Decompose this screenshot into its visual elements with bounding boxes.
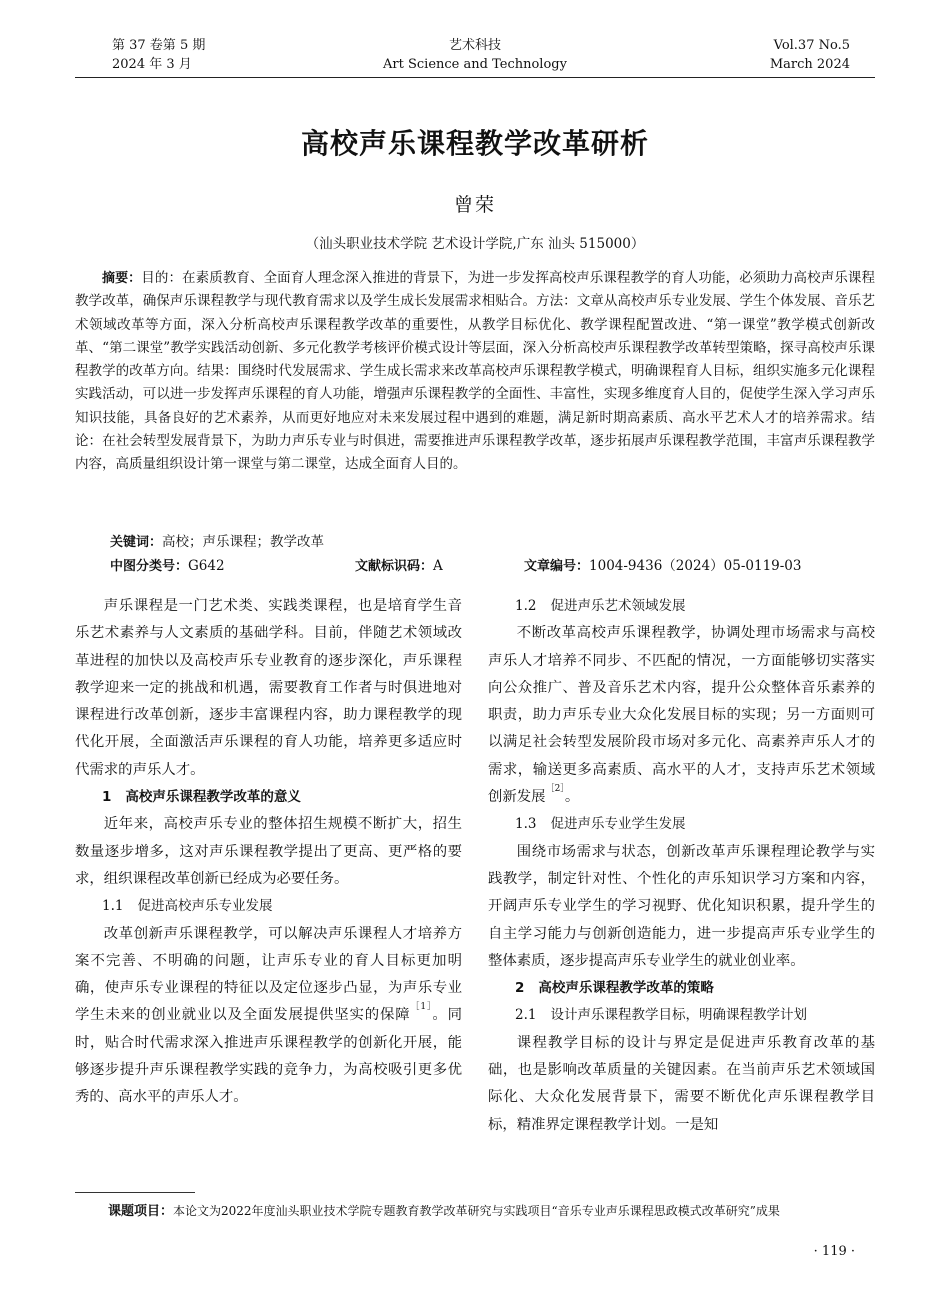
- journal-volume-en: Vol.37 No.5: [773, 38, 850, 53]
- footnote-label: 课题项目：: [108, 1204, 174, 1219]
- section-1-1-heading: 1.1 促进高校声乐专业发展: [102, 898, 273, 915]
- clc-value: G642: [188, 558, 225, 574]
- header-rule: [75, 77, 875, 78]
- left-column: [75, 593, 462, 1112]
- abstract-text: 目的：在素质教育、全面育人理念深入推进的背景下，为进一步发挥高校声乐课程教学的育人功能，必须助力高校声乐课程教学改革，确保声乐课程教学与现代教育需求以及学生成长发展需求相贴合。方法：文章从高校声乐专业发展、学生个体发展、音乐艺术领域改革等方面，深入分析高校声乐课程教学改革的重要性，从教学目标优化、教学课程配置改进、“第一课堂”教学模式创新改革、“第二课堂”教学实践活动创新、多元化教学考核评价模式设计等层面，深入分析高校声乐课程教学改革转型策略，探寻高校声乐课程教学的改革方向。结果：围绕时代发展需求、学生成长需求来改革高校声乐课程教学模式，明确课程育人目标，组织实施多元化课程实践活动，可以进一步发挥声乐课程的育人功能，增强声乐课程教学的全面性、丰富性，实现多维度育人目的，促使学生深入学习声乐知识技能，具备良好的艺术素养，从而更好地应对未来发展过程中遇到的难题，满足新时期高素质、高水平艺术人才的培养需求。结论：在社会转型发展背景下，为助力声乐专业与时俱进，需要推进声乐课程教学改革，逐步拓展声乐课程教学范围，丰富声乐课程教学内容，高质量组织设计第一课堂与第二课堂，达成全面育人目的。: [75, 270, 875, 473]
- doc-code-label: 文献标识码：: [355, 559, 434, 574]
- section-2-heading: 2 高校声乐课程教学改革的策略: [515, 980, 714, 997]
- section-1-heading: 1 高校声乐课程教学改革的意义: [102, 789, 301, 806]
- keywords-text: 高校；声乐课程；教学改革: [162, 534, 325, 550]
- citation-2[interactable]: ［2］: [545, 784, 565, 795]
- section-2-1-paragraph: 课程教学目标的设计与界定是促进声乐教育改革的基础，也是影响改革质量的关键因素。在当前声乐艺术领域国际化、大众化发展背景下，需要不断优化声乐课程教学目标，精准界定课程教学计划。一是知: [488, 1034, 875, 1133]
- article-no-label: 文章编号：: [524, 559, 590, 574]
- section-1-2-heading: 1.2 促进声乐艺术领域发展: [515, 598, 686, 614]
- abstract: [75, 267, 875, 477]
- paper-title: 高校声乐课程教学改革研析: [300, 127, 649, 160]
- doc-code-value: A: [433, 558, 443, 574]
- clc-label: 中图分类号：: [110, 559, 189, 574]
- page-number: · 119 ·: [813, 1244, 855, 1259]
- keywords-label: 关键词：: [110, 535, 163, 550]
- right-column: [488, 593, 875, 1139]
- section-1-3-paragraph: 围绕市场需求与状态，创新改革声乐课程理论教学与实践教学，制定针对性、个性化的声乐知识学习方案和内容，开阔声乐专业学生的学习视野、优化知识积累，提升学生的自主学习能力与创新创造能力，进一步提高声乐专业学生的整体素质，逐步提高声乐专业学生的就业创业率。: [488, 843, 875, 969]
- article-no-value: 1004-9436（2024）05-0119-03: [589, 558, 802, 574]
- journal-date: 2024 年 3 月: [112, 57, 192, 72]
- footnote-text: 本论文为2022年度汕头职业技术学院专题教育教学改革研究与实践项目“音乐专业声乐课程思政模式改革研究”成果: [173, 1204, 780, 1218]
- abstract-label: 摘要：: [102, 271, 142, 286]
- journal-volume: 第 37 卷第 5 期: [112, 38, 206, 53]
- section-2-1-heading: 2.1 设计声乐课程教学目标，明确课程教学计划: [515, 1007, 807, 1024]
- journal-issue-en: [770, 36, 850, 74]
- journal-date-en: March 2024: [769, 57, 850, 72]
- section-1-paragraph: 近年来，高校声乐专业的整体招生规模不断扩大，招生数量逐步增多，这对声乐课程教学提出了更高、更严格的要求，组织课程改革创新已经成为必要任务。: [75, 816, 462, 887]
- footnote-rule: [75, 1192, 195, 1193]
- author-affiliation: （汕头职业技术学院 艺术设计学院,广东 汕头 515000）: [305, 236, 645, 252]
- section-1-3-heading: 1.3 促进声乐专业学生发展: [515, 816, 686, 833]
- citation-1[interactable]: ［1］: [410, 1002, 433, 1013]
- intro-paragraph: 声乐课程是一门艺术类、实践类课程，也是培育学生音乐艺术素养与人文素质的基础学科。目前，伴随艺术领域改革进程的加快以及高校声乐专业教育的逐步深化，声乐课程教学迎来一定的挑战和机遇，需要教育工作者与时俱进地对课程进行改革创新，逐步丰富课程内容，助力课程教学的现代化开展，全面激活声乐课程的育人功能，培养更多适应时代需求的声乐人才。: [75, 598, 462, 778]
- author-name: 曾荣: [453, 194, 496, 216]
- section-1-2-paragraph: 不断改革高校声乐课程教学，协调处理市场需求与高校声乐人才培养不同步、不匹配的情况，一方面能够切实落实向公众推广、普及音乐艺术内容，提升公众整体音乐素养的职责，助力声乐专业大众化发展目标的实现；另一方面则可以满足社会转型发展阶段市场对多元化、高素养声乐人才的需求，输送更多高素质、高水平的人才，支持声乐艺术领域创新发展$^{[2]}$。: [488, 625, 875, 806]
- journal-name-cn: 艺术科技: [448, 38, 501, 53]
- section-1-1-paragraph: 改革创新声乐课程教学，可以解决声乐课程人才培养方案不完善、不明确的问题，让声乐专业的育人目标更加明确，使声乐专业课程的特征以及定位逐步凸显，为声乐专业学生未来的创业就业以及全面发展提供坚实的保障$^{[1]}$。同时，贴合时代需求深入推进声乐课程教学的创新化开展，能够逐步提升声乐课程教学实践的竞争力，为高校吸引更多优秀的、高水平的声乐人才。: [75, 925, 462, 1106]
- journal-name-en: Art Science and Technology: [383, 57, 567, 72]
- keywords: [110, 531, 324, 554]
- funding-footnote: [108, 1200, 780, 1219]
